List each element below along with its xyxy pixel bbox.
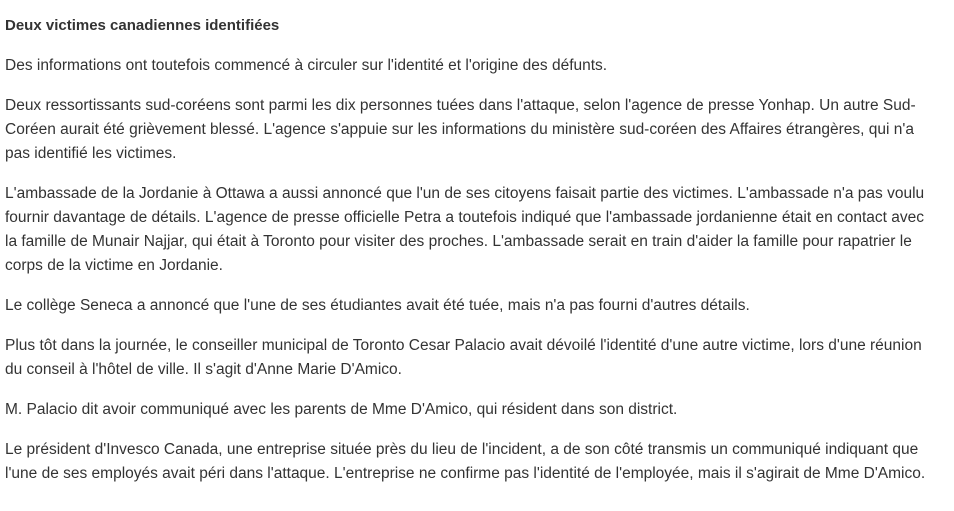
- paragraph-palacio: Plus tôt dans la journée, le conseiller municipal de Toronto Cesar Palacio avait dévoilé l'identité d'une autre victime, lors d'une réunion du conseil à l'hôtel de ville. Il s'agit d'Anne Marie D'Amico.: [5, 337, 922, 378]
- paragraph-seneca: Le collège Seneca a annoncé que l'une de ses étudiantes avait été tuée, mais n'a pas fourni d'autres détails.: [5, 297, 750, 314]
- paragraph-parents: M. Palacio dit avoir communiqué avec les parents de Mme D'Amico, qui résident dans son district.: [5, 401, 678, 418]
- paragraph-jordan: L'ambassade de la Jordanie à Ottawa a aussi annoncé que l'un de ses citoyens faisait partie des victimes. L'ambassade n'a pas voulu fournir davantage de détails. L'agence de presse officielle Petra a toutefois indiqué que l'ambassade jordanienne était en contact avec la famille de Munair Najjar, qui était à Toronto pour visiter des proches. L'ambassade serait en train d'aider la famille pour rapatrier le corps de la victime en Jordanie.: [5, 185, 925, 274]
- paragraph-south-korea: Deux ressortissants sud-coréens sont parmi les dix personnes tuées dans l'attaque, selon l'agence de presse Yonhap. Un autre Sud-Coréen aurait été grièvement blessé. L'agence s'appuie sur les informations du ministère sud-coréen des Affaires étrangères, qui n'a pas identifié les victimes.: [5, 97, 916, 162]
- paragraph-invesco: Le président d'Invesco Canada, une entreprise située près du lieu de l'incident, a de son côté transmis un communiqué indiquant que l'une de ses employés avait péri dans l'attaque. L'entreprise ne confirme pas l'identité de l'employée, mais il s'agirait de Mme D'Amico.: [5, 441, 926, 482]
- paragraph-intro: Des informations ont toutefois commencé à circuler sur l'identité et l'origine des défunts.: [5, 57, 608, 74]
- section-heading: Deux victimes canadiennes identifiées: [5, 17, 280, 34]
